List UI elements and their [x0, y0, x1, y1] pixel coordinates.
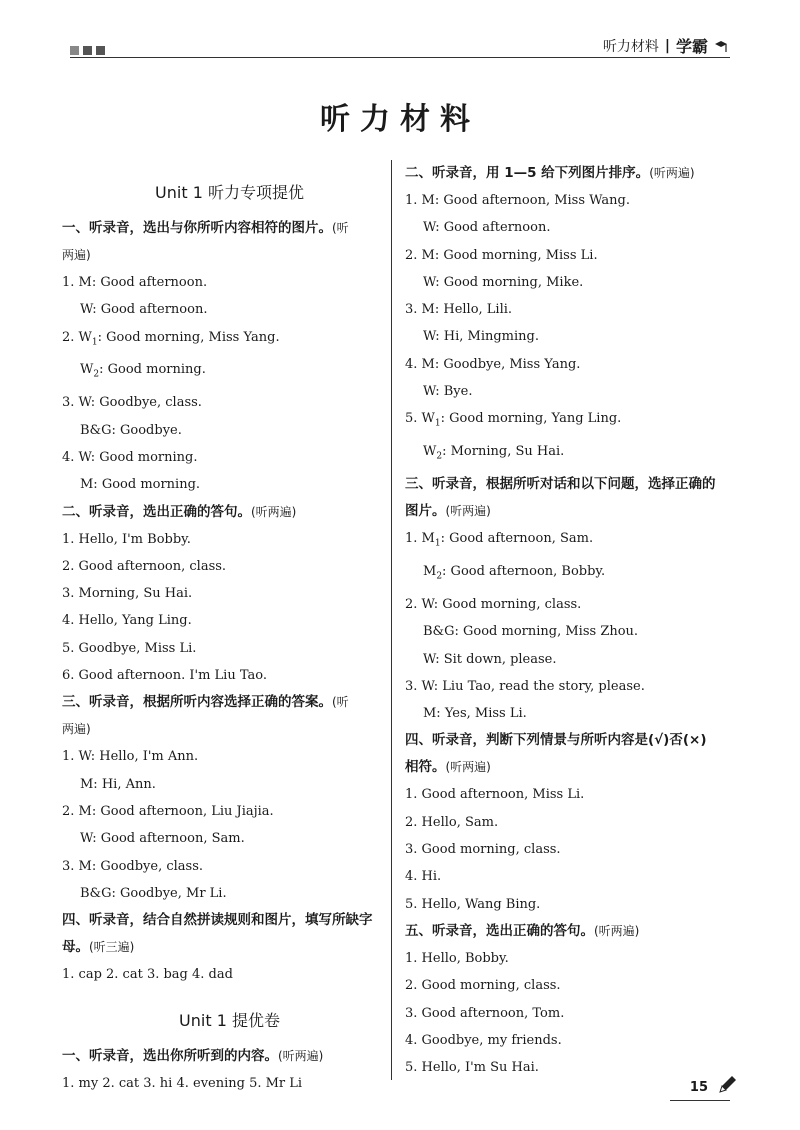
- dialogue-line: 2. W: Good morning, class.: [405, 596, 582, 612]
- header-square: [70, 46, 79, 55]
- speaker-label: W: [423, 444, 437, 460]
- unit-heading: Unit 1 听力专项提优: [155, 183, 304, 202]
- section-text: 五、听录音，选出正确的答句。: [405, 922, 594, 939]
- dialogue-line: 3. Good morning, class.: [405, 842, 561, 858]
- section-note: (听三遍): [89, 940, 135, 955]
- dialogue-line: 4. M: Goodbye, Miss Yang.: [405, 356, 581, 372]
- dialogue-line: 3. Good afternoon, Tom.: [405, 1005, 565, 1021]
- header-rule: [70, 57, 730, 58]
- section-note: (听两遍): [251, 504, 297, 519]
- section-heading: [405, 471, 740, 498]
- dialogue-line-indented: M: Good morning.: [80, 477, 201, 493]
- section-heading: [405, 160, 740, 187]
- dialogue-line: 1. Hello, I'm Bobby.: [62, 531, 191, 547]
- speaker-subscript: 1: [434, 418, 441, 429]
- right-column: [405, 160, 740, 1081]
- section-heading: [62, 934, 397, 961]
- dialogue-line: 2. Good morning, class.: [405, 978, 561, 994]
- section-heading: [62, 215, 397, 242]
- header-section-label: 听力材料: [602, 38, 659, 55]
- line-text: : Morning, Su Hai.: [442, 444, 565, 460]
- section-text: 三、听录音，根据所听内容选择正确的答案。: [62, 694, 332, 711]
- speaker-label: W: [80, 362, 94, 378]
- dialogue-line: 1. W: Hello, I'm Ann.: [62, 749, 199, 765]
- dialogue-line: 1. my 2. cat 3. hi 4. evening 5. Mr Li: [62, 1076, 303, 1092]
- section-note: (听两遍): [445, 760, 491, 775]
- section-text: 二、听录音，选出正确的答句。: [62, 503, 251, 520]
- section-text: 四、听录音，结合自然拼读规则和图片，填写所缺字: [62, 912, 373, 929]
- dialogue-line: 5. Hello, I'm Su Hai.: [405, 1060, 539, 1076]
- section-heading: [405, 727, 740, 754]
- dialogue-line-indented: W: Good afternoon.: [80, 302, 208, 318]
- dialogue-line: 3. W: Liu Tao, read the story, please.: [405, 678, 645, 694]
- dialogue-line-indented: W: Sit down, please.: [423, 651, 557, 667]
- dialogue-line-indented: W: Hi, Mingming.: [423, 329, 539, 345]
- header-right: [603, 34, 728, 57]
- dialogue-line-indented: [405, 438, 740, 471]
- footer-rule: [670, 1100, 730, 1101]
- dialogue-line-indented: W: Good morning, Mike.: [423, 274, 584, 290]
- section-heading: [62, 689, 397, 716]
- dialogue-line-indented: M: Yes, Miss Li.: [423, 706, 527, 722]
- section-heading: [405, 498, 740, 525]
- section-text: 相符。: [405, 759, 446, 776]
- dialogue-line-indented: M: Hi, Ann.: [80, 776, 156, 792]
- speaker-subscript: 2: [436, 571, 443, 582]
- dialogue-line: [405, 405, 740, 438]
- section-note: 两遍): [62, 722, 91, 737]
- dialogue-line: 4. Hello, Yang Ling.: [62, 613, 192, 629]
- header-separator: |: [664, 37, 670, 54]
- speaker-subscript: 2: [93, 370, 100, 381]
- speaker-label: 5. W: [405, 411, 435, 427]
- section-text: 二、听录音，用 1—5 给下列图片排序。: [405, 165, 650, 181]
- header-square: [96, 46, 105, 55]
- section-note: (听两遍): [445, 504, 491, 519]
- section-note: (听: [332, 695, 349, 710]
- dialogue-line: [62, 324, 397, 357]
- dialogue-line: 6. Good afternoon. I'm Liu Tao.: [62, 668, 267, 684]
- section-heading: [62, 907, 397, 934]
- section-heading: [62, 1043, 397, 1070]
- line-text: : Good morning, Yang Ling.: [440, 411, 622, 427]
- brand-label: 学霸: [675, 37, 708, 56]
- dialogue-line: 2. M: Good afternoon, Liu Jiajia.: [62, 803, 274, 819]
- line-text: : Good morning, Miss Yang.: [97, 329, 280, 345]
- line-text: : Good afternoon, Sam.: [440, 531, 594, 547]
- dialogue-line: 1. cap 2. cat 3. bag 4. dad: [62, 967, 233, 983]
- speaker-label: 1. M: [405, 531, 435, 547]
- dialogue-line: 4. Hi.: [405, 869, 442, 885]
- line-text: : Good morning.: [99, 362, 206, 378]
- dialogue-line: 5. Hello, Wang Bing.: [405, 896, 541, 912]
- unit-heading: Unit 1 提优卷: [179, 1011, 280, 1031]
- section-note: (听两遍): [649, 166, 695, 180]
- section-text: 一、听录音，选出你所听到的内容。: [62, 1048, 278, 1065]
- left-column: [62, 160, 397, 1098]
- dialogue-line: 3. Morning, Su Hai.: [62, 586, 193, 602]
- dialogue-line-indented: W: Good afternoon.: [423, 220, 551, 236]
- section-note: (听两遍): [278, 1049, 324, 1064]
- graduation-cap-icon: [714, 38, 728, 54]
- page-title: 听力材料: [320, 102, 480, 137]
- dialogue-line-indented: B&G: Goodbye.: [80, 422, 182, 438]
- dialogue-line: 1. M: Good afternoon, Miss Wang.: [405, 193, 630, 208]
- pencil-icon: [716, 1074, 738, 1096]
- line-text: : Good afternoon, Bobby.: [442, 564, 606, 580]
- page-number: 15: [689, 1080, 708, 1095]
- dialogue-line: 1. Hello, Bobby.: [405, 950, 509, 966]
- section-heading: [62, 716, 397, 743]
- section-note: (听: [332, 221, 349, 235]
- header-squares: [70, 46, 105, 55]
- page-header: [0, 0, 800, 62]
- dialogue-line-indented: B&G: Goodbye, Mr Li.: [80, 885, 227, 901]
- dialogue-line-indented: W: Bye.: [423, 384, 473, 400]
- section-text: 图片。: [405, 503, 446, 520]
- dialogue-line: 3. W: Goodbye, class.: [62, 395, 202, 411]
- speaker-subscript: 2: [436, 451, 443, 462]
- dialogue-line: 4. Goodbye, my friends.: [405, 1032, 562, 1048]
- column-divider: [391, 160, 392, 1080]
- header-square: [83, 46, 92, 55]
- dialogue-line: [405, 525, 740, 558]
- dialogue-line: 2. Hello, Sam.: [405, 814, 499, 830]
- section-text: 母。: [62, 939, 89, 956]
- section-text: 一、听录音，选出与你所听内容相符的图片。: [62, 220, 332, 236]
- section-note: (听两遍): [594, 923, 640, 938]
- dialogue-line: 1. M: Good afternoon.: [62, 275, 208, 290]
- section-heading: [62, 499, 397, 526]
- dialogue-line: 2. M: Good morning, Miss Li.: [405, 247, 598, 263]
- dialogue-line-indented: [62, 356, 397, 389]
- dialogue-line: 2. Good afternoon, class.: [62, 558, 227, 574]
- dialogue-line-indented: B&G: Good morning, Miss Zhou.: [423, 624, 639, 640]
- section-note: 两遍): [62, 248, 91, 262]
- dialogue-line-indented: W: Good afternoon, Sam.: [80, 831, 245, 847]
- dialogue-line: 3. M: Goodbye, class.: [62, 858, 204, 874]
- section-text: 三、听录音，根据所听对话和以下问题，选择正确的: [405, 476, 716, 493]
- speaker-subscript: 1: [434, 538, 441, 549]
- speaker-subscript: 1: [91, 337, 98, 348]
- dialogue-line: 4. W: Good morning.: [62, 449, 198, 465]
- dialogue-line-indented: [405, 558, 740, 591]
- dialogue-line: 5. Goodbye, Miss Li.: [62, 640, 197, 656]
- section-heading: [405, 754, 740, 781]
- section-heading: [62, 242, 397, 269]
- dialogue-line: 1. Good afternoon, Miss Li.: [405, 787, 585, 803]
- speaker-label: 2. W: [62, 329, 92, 345]
- section-text: 四、听录音，判断下列情景与所听内容是(√)否(×): [405, 732, 707, 749]
- dialogue-line: 3. M: Hello, Lili.: [405, 302, 513, 318]
- section-heading: [405, 918, 740, 945]
- speaker-label: M: [423, 564, 437, 580]
